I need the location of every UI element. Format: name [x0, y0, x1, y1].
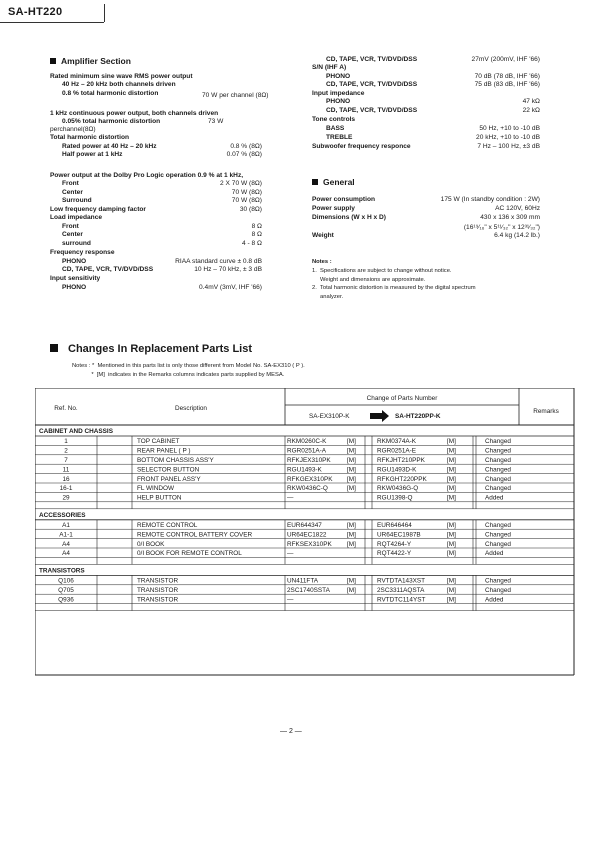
- cell-ref: A1: [62, 522, 70, 529]
- bullet-square-icon: [312, 179, 318, 185]
- arrow-right-icon: [370, 410, 389, 422]
- cell-remark: Changed: [485, 531, 511, 539]
- cell-old: —: [287, 494, 294, 502]
- cell-new: RGR0251A-E: [377, 447, 417, 455]
- spec-label: Input impedance: [312, 90, 365, 97]
- spec-label: Input sensitivity: [50, 275, 101, 282]
- group-name: CABINET AND CHASSIS: [39, 428, 113, 435]
- cell-desc: REMOTE CONTROL BATTERY COVER: [137, 531, 253, 539]
- spec-label: S/N (IHF A): [312, 64, 347, 71]
- spec-value: 7 Hz – 100 Hz, ±3 dB: [477, 143, 540, 150]
- spec-label: Tone controls: [312, 116, 356, 123]
- bullet-square-icon: [50, 344, 58, 352]
- cell-desc: BOTTOM CHASSIS ASS'Y: [137, 457, 214, 464]
- group-name: TRANSISTORS: [39, 567, 85, 575]
- header-change: Change of Parts Number: [366, 395, 438, 402]
- cell-old: 2SC1740SSTA: [287, 587, 330, 594]
- cell-old-m: [M]: [347, 475, 356, 483]
- spec-label: Rated power at 40 Hz – 20 kHz: [62, 143, 157, 150]
- cell-ref: A4: [62, 550, 70, 558]
- group-name: ACCESSORIES: [39, 511, 86, 519]
- cell-old: —: [287, 550, 294, 558]
- spec-label: Center: [62, 231, 83, 238]
- spec-label: 1 kHz continuous power output, both channels driven: [50, 110, 219, 117]
- cell-new: RKM0374A-K: [377, 438, 417, 446]
- spec-value: 30 (8Ω): [239, 206, 262, 213]
- cell-ref: 29: [62, 494, 70, 502]
- spec-label: PHONO: [326, 98, 351, 105]
- cell-ref: 7: [64, 457, 68, 464]
- cell-old-m: [M]: [347, 485, 356, 493]
- spec-label: Front: [62, 223, 79, 230]
- cell-desc: FL WINDOW: [137, 485, 175, 493]
- cell-new: RQT4264-Y: [377, 540, 412, 548]
- spec-value: RIAA standard curve ± 0.8 dB: [175, 258, 262, 265]
- page-number: — 2 —: [280, 728, 302, 735]
- spec-value: 22 kΩ: [522, 107, 540, 114]
- cell-desc: REMOTE CONTROL: [137, 522, 198, 529]
- spec-label: Front: [62, 180, 79, 187]
- cell-new: 2SC3311AQSTA: [377, 587, 425, 594]
- spec-value: (16¹⁹⁄₁₆" x 5¹¹⁄₃₂" x 12³¹⁄₃₂"): [463, 224, 540, 231]
- cell-new: UR64EC1987B: [377, 531, 421, 539]
- spec-label: Frequency response: [50, 249, 115, 256]
- cell-ref: A4: [62, 540, 70, 548]
- header-ref: Ref. No.: [54, 405, 78, 412]
- cell-old: RGR0251A-A: [287, 447, 327, 455]
- spec-label: Power consumption: [312, 196, 376, 203]
- spec-label: CD, TAPE, VCR, TV/DVD/DSS: [62, 266, 154, 273]
- general-section-title: [312, 177, 355, 187]
- spec-label: 0.05% total harmonic distortion: [62, 118, 161, 125]
- spec-label: CD, TAPE, VCR, TV/DVD/DSS: [326, 81, 418, 88]
- amplifier-section-title: [50, 56, 131, 66]
- spec-label: Rated minimum sine wave RMS power output: [50, 73, 193, 80]
- cell-new: RVTDTA143XST: [377, 577, 426, 585]
- cell-new: RQT4422-Y: [377, 550, 412, 558]
- cell-ref: 16-1: [59, 485, 73, 493]
- note-line: Weight and dimensions are approximate.: [312, 276, 426, 283]
- cell-desc: TRANSISTOR: [137, 596, 179, 604]
- note-line: 2. Total harmonic distortion is measured by the digital spectrum: [312, 285, 476, 291]
- cell-new: RGU1493D-K: [377, 466, 417, 474]
- cell-remark: Changed: [485, 577, 511, 585]
- cell-old: RGU1493-K: [287, 466, 322, 474]
- cell-new-m: [M]: [447, 550, 456, 558]
- amplifier-title-text: Amplifier Section: [61, 56, 131, 66]
- cell-desc: FRONT PANEL ASS'Y: [137, 475, 201, 483]
- spec-label: PHONO: [62, 258, 87, 265]
- header-rule-vertical: [104, 4, 105, 22]
- header-desc: Description: [175, 405, 207, 412]
- spec-label: Half power at 1 kHz: [62, 151, 123, 158]
- cell-remark: Changed: [485, 485, 511, 493]
- spec-value: 10 Hz – 70 kHz, ± 3 dB: [194, 266, 262, 273]
- cell-new: RKW0436G-Q: [377, 485, 419, 493]
- cell-old-m: [M]: [347, 577, 356, 585]
- general-title-text: General: [323, 177, 355, 187]
- spec-value: 2 X 70 W (8Ω): [220, 180, 262, 187]
- changes-note-2: * [M] indicates in the Remarks columns indicates parts supplied by MESA.: [72, 372, 285, 378]
- spec-label: CD, TAPE, VCR, TV/DVD/DSS: [326, 107, 418, 114]
- spec-label: PHONO: [62, 284, 87, 291]
- cell-new: RVTDTC114YST: [377, 596, 426, 604]
- spec-value: 0.4mV (3mV, IHF '66): [199, 284, 262, 291]
- cell-new-m: [M]: [447, 596, 456, 604]
- cell-new: RFKGHT220PPK: [377, 475, 427, 483]
- cell-remark: Changed: [485, 466, 511, 474]
- spec-label: Power supply: [312, 205, 355, 212]
- spec-label: Center: [62, 189, 83, 196]
- spec-label: CD, TAPE, VCR, TV/DVD/DSS: [326, 56, 418, 63]
- spec-value: 0.07 % (8Ω): [226, 151, 262, 158]
- parts-table: [35, 388, 575, 688]
- cell-old: —: [287, 596, 294, 604]
- cell-new-m: [M]: [447, 577, 456, 585]
- spec-label: Subwoofer frequency responce: [312, 143, 411, 150]
- cell-ref: A1-1: [59, 531, 73, 539]
- spec-value: 8 Ω: [251, 223, 262, 230]
- spec-value: 70 W (8Ω): [231, 197, 262, 204]
- cell-old-m: [M]: [347, 466, 356, 474]
- spec-label: 0.8 % total harmonic distortion: [62, 90, 159, 97]
- changes-section-title: [50, 343, 252, 355]
- spec-value: 6.4 kg (14.2 lb.): [494, 232, 540, 239]
- cell-new-m: [M]: [447, 540, 456, 548]
- header-old: SA-EX310P-K: [309, 413, 350, 420]
- spec-label: TREBLE: [326, 134, 353, 141]
- spec-label: Load impedance: [50, 214, 103, 221]
- cell-remark: Added: [485, 596, 504, 604]
- spec-value: 430 x 136 x 309 mm: [480, 214, 540, 221]
- cell-ref: 11: [62, 466, 70, 474]
- spec-value: 70 W (8Ω): [231, 189, 262, 196]
- cell-remark: Changed: [485, 540, 511, 548]
- spec-value: AC 120V, 60Hz: [495, 205, 540, 212]
- cell-desc: REAR PANEL ( P ): [137, 447, 191, 455]
- spec-label: Dimensions (W x H x D): [312, 214, 387, 221]
- cell-new: RFKJHT210PPK: [377, 457, 425, 464]
- cell-remark: Changed: [485, 447, 511, 455]
- spec-label: BASS: [326, 125, 345, 132]
- cell-desc: TRANSISTOR: [137, 577, 179, 585]
- cell-old: RFKJEX310PK: [287, 457, 331, 464]
- note-line: 1. Specifications are subject to change without notice.: [312, 268, 452, 274]
- spec-value: 50 Hz, +10 to -10 dB: [479, 125, 540, 132]
- cell-old: RKW0436C-Q: [287, 485, 328, 493]
- cell-old-m: [M]: [347, 540, 356, 548]
- spec-label: Low frequency damping factor: [50, 206, 146, 213]
- model-name: SA-HT220: [8, 6, 63, 18]
- spec-value: 75 dB (83 dB, IHF '66): [474, 81, 540, 88]
- spec-label: PHONO: [326, 73, 351, 80]
- cell-ref: 16: [62, 475, 70, 483]
- spec-value: 73 W: [208, 118, 224, 125]
- header-new: SA-HT220PP-K: [395, 413, 441, 420]
- cell-old: RFKGEX310PK: [287, 475, 333, 483]
- cell-remark: Changed: [485, 438, 511, 446]
- cell-ref: 1: [64, 438, 68, 446]
- cell-desc: SELECTOR BUTTON: [137, 466, 200, 474]
- cell-ref: Q936: [58, 596, 74, 604]
- cell-remark: Changed: [485, 457, 511, 464]
- changes-title-text: Changes In Replacement Parts List: [68, 343, 252, 355]
- cell-old-m: [M]: [347, 587, 356, 594]
- cell-new-m: [M]: [447, 475, 456, 483]
- bullet-square-icon: [50, 58, 56, 64]
- spec-value: 70 W per channel (8Ω): [202, 92, 269, 99]
- cell-new-m: [M]: [447, 522, 456, 529]
- spec-value: 4 - 8 Ω: [242, 240, 262, 247]
- spec-value: 47 kΩ: [522, 98, 540, 105]
- cell-remark: Changed: [485, 522, 511, 529]
- cell-old-m: [M]: [347, 522, 356, 529]
- cell-old: EUR644347: [287, 522, 322, 529]
- cell-ref: 2: [64, 447, 68, 455]
- spec-value: 0.8 % (8Ω): [230, 143, 262, 150]
- cell-old: UN411FTA: [287, 577, 319, 585]
- spec-label: 40 Hz – 20 kHz both channels driven: [62, 81, 176, 88]
- cell-desc: 0/I BOOK: [137, 540, 165, 548]
- cell-new-m: [M]: [447, 494, 456, 502]
- cell-new-m: [M]: [447, 457, 456, 464]
- spec-label: Weight: [312, 232, 334, 239]
- spec-value: 8 Ω: [251, 231, 262, 238]
- cell-desc: TOP CABINET: [137, 438, 180, 446]
- spec-label: surround: [62, 240, 91, 247]
- spec-label: Power output at the Dolby Pro Logic operation 0.9 % at 1 kHz,: [50, 172, 244, 179]
- cell-new-m: [M]: [447, 531, 456, 539]
- cell-old-m: [M]: [347, 438, 356, 446]
- cell-old: UR64EC1822: [287, 531, 327, 539]
- cell-desc: HELP BUTTON: [137, 494, 182, 502]
- spec-label: Surround: [62, 197, 92, 204]
- spec-label: perchannel(8Ω): [50, 126, 96, 133]
- cell-new: EUR646464: [377, 522, 412, 529]
- cell-new-m: [M]: [447, 485, 456, 493]
- spec-value: 20 kHz, +10 to -10 dB: [476, 134, 540, 141]
- cell-remark: Changed: [485, 475, 511, 483]
- spec-label: Total harmonic distortion: [50, 134, 130, 141]
- cell-old-m: [M]: [347, 457, 356, 464]
- header-remarks: Remarks: [533, 408, 559, 415]
- cell-old: RKM0260C-K: [287, 438, 327, 446]
- general-notes-title: Notes :: [312, 259, 332, 265]
- changes-note-1: Notes : * Mentioned in this parts list is only those different from Model No. SA-EX310 ( P ).: [72, 363, 305, 369]
- cell-remark: Changed: [485, 587, 511, 594]
- header-rule: [0, 22, 104, 23]
- cell-new-m: [M]: [447, 447, 456, 455]
- cell-ref: Q705: [58, 587, 74, 594]
- spec-value: 70 dB (78 dB, IHF '66): [474, 73, 540, 80]
- cell-old-m: [M]: [347, 531, 356, 539]
- cell-new-m: [M]: [447, 466, 456, 474]
- spec-value: 27mV (200mV, IHF '66): [471, 56, 540, 63]
- cell-old: RFKSEX310PK: [287, 540, 332, 548]
- cell-desc: 0/I BOOK FOR REMOTE CONTROL: [137, 550, 242, 558]
- note-line: analyzer.: [312, 293, 344, 300]
- cell-ref: Q106: [58, 577, 74, 585]
- spec-value: 175 W (In standby condition : 2W): [440, 196, 540, 203]
- cell-remark: Added: [485, 550, 504, 558]
- cell-new-m: [M]: [447, 438, 456, 446]
- cell-remark: Added: [485, 494, 504, 502]
- cell-new-m: [M]: [447, 587, 456, 594]
- cell-desc: TRANSISTOR: [137, 587, 179, 594]
- cell-new: RGU1398-Q: [377, 494, 413, 502]
- cell-old-m: [M]: [347, 447, 356, 455]
